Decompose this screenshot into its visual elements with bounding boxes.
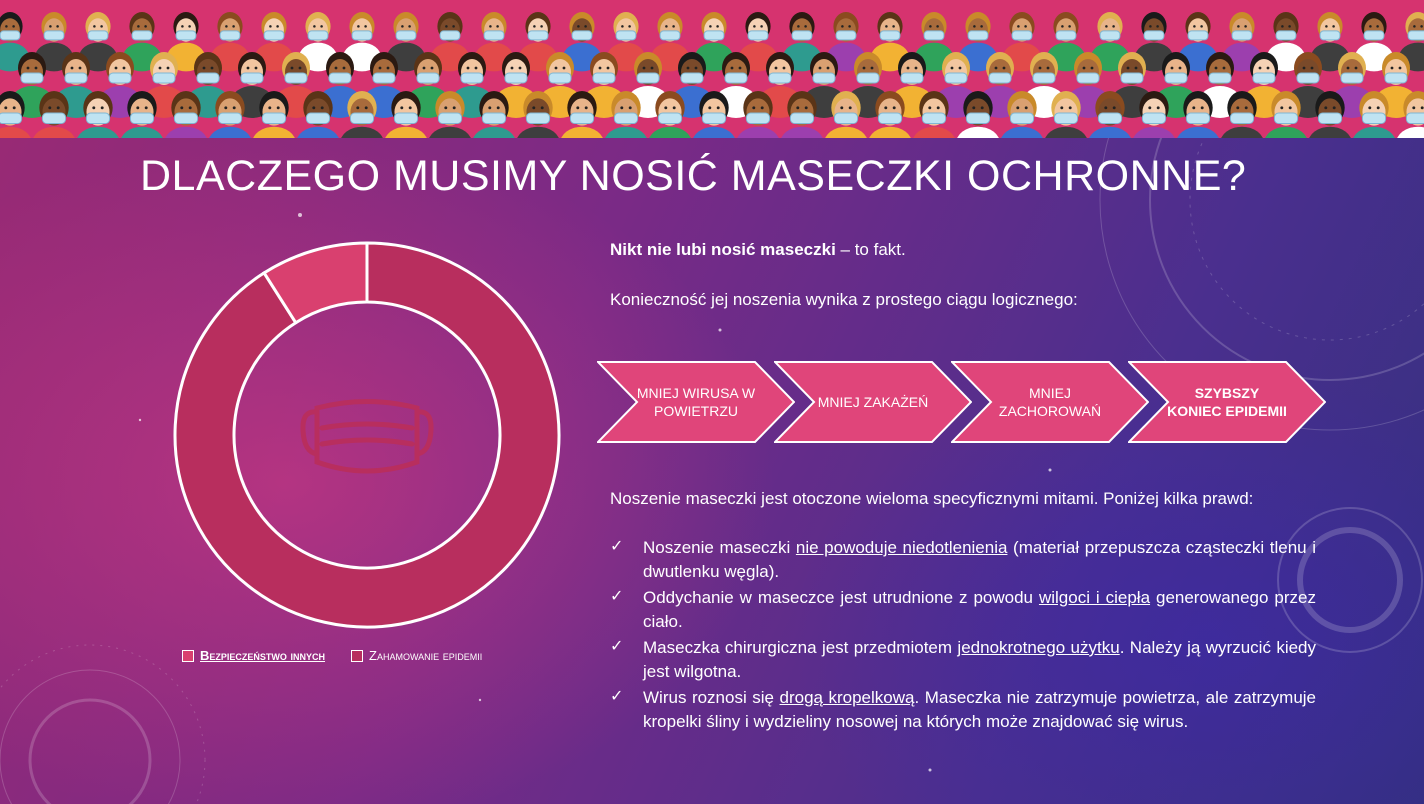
item-text: . Maseczka nie zatrzymuje powietrza, ale zatrzymuje kropelki śliny i wydzieliny nosowej na których może znajdować się wirus. xyxy=(643,688,1317,731)
legend-label-zahamowanie: Zahamowanie epidemii xyxy=(369,648,483,663)
list-item xyxy=(610,636,1316,684)
myths-intro: Noszenie maseczki jest otoczone wieloma specyficznymi mitami. Poniżej kilka prawd: xyxy=(610,489,1254,508)
slide-title: DLACZEGO MUSIMY NOSIĆ MASECZKI OCHRONNE? xyxy=(140,152,1247,200)
crowd-illustration xyxy=(0,0,1424,138)
item-text: Maseczka chirurgiczna jest przedmiotem xyxy=(643,638,958,657)
flow-step-4[interactable] xyxy=(1128,361,1326,443)
flow-step-1-label: MNIEJ WIRUSA W POWIETRZU xyxy=(636,385,756,419)
item-text: Noszenie maseczki xyxy=(643,538,796,557)
list-item xyxy=(610,536,1316,584)
item-text: generowanego przez ciało. xyxy=(643,588,1316,631)
flow-step-3-label: MNIEJ ZACHOROWAŃ xyxy=(998,385,1102,419)
face-mask-icon xyxy=(303,402,431,472)
checkmark-icon: ✓ xyxy=(610,688,624,705)
list-item xyxy=(610,686,1316,734)
flow-step-4-label: SZYBSZY KONIEC EPIDEMII xyxy=(1167,385,1287,419)
list-item xyxy=(610,586,1316,634)
item-highlight: nie powoduje niedotlenienia xyxy=(795,538,1008,557)
item-highlight: jednokrotnego użytku xyxy=(957,638,1120,657)
item-highlight: drogą kropelkową xyxy=(779,688,915,707)
intro-paragraph xyxy=(610,240,906,260)
flow-step-1[interactable] xyxy=(597,361,795,443)
logic-paragraph: Konieczność jej noszenia wynika z prostego ciągu logicznego: xyxy=(610,290,1078,309)
item-text: (materiał przepuszcza cząsteczki tlenu i dwutlenku węgla). xyxy=(643,538,1316,581)
intro-bold-text: Nikt nie lubi nosić maseczki xyxy=(610,240,836,259)
item-text: Oddychanie w maseczce jest utrudnione z powodu xyxy=(643,588,1039,607)
flow-step-2-label: MNIEJ ZAKAŻEŃ xyxy=(817,394,929,410)
checkmark-icon: ✓ xyxy=(610,588,624,605)
item-text: Wirus roznosi się xyxy=(643,688,780,707)
flow-step-3[interactable] xyxy=(951,361,1149,443)
item-text: . Należy ją wyrzucić kiedy jest wilgotna. xyxy=(643,638,1317,681)
legend-swatch-bezpieczenstwo xyxy=(182,650,194,662)
item-highlight: wilgoci i ciepła xyxy=(1038,588,1151,607)
myths-list xyxy=(610,536,1316,736)
legend-entry-zahamowanie[interactable] xyxy=(351,648,482,663)
legend-swatch-zahamowanie xyxy=(351,650,363,662)
legend-label-bezpieczenstwo: Bezpieczeństwo innych xyxy=(200,648,326,663)
intro-rest-text: – to fakt. xyxy=(835,240,906,259)
flow-step-2[interactable] xyxy=(774,361,972,443)
chart-legend xyxy=(182,648,482,663)
checkmark-icon: ✓ xyxy=(610,638,624,655)
crowd-banner xyxy=(0,0,1424,138)
donut-chart xyxy=(172,240,562,630)
process-flow xyxy=(597,361,1337,443)
legend-entry-bezpieczenstwo[interactable] xyxy=(182,648,325,663)
checkmark-icon: ✓ xyxy=(610,538,624,555)
